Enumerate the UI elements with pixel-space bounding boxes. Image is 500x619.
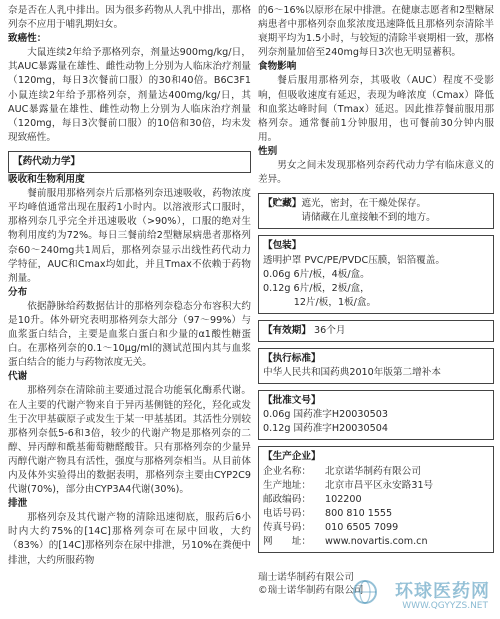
package-title: 【包装】 [263, 240, 302, 252]
manufacturer-value: 800 810 1555 [325, 507, 393, 519]
manufacturer-title: 【生产企业】 [263, 451, 321, 463]
manufacturer-key: 传真号码： [263, 521, 311, 533]
storage-title: 【贮藏】 [263, 198, 302, 210]
manufacturer-key: 网 址： [263, 536, 311, 547]
gender-text: 男女之间未发现那格列奈药代动力学有临床意义的差异。 [258, 160, 494, 186]
standard-text: 中华人民共和国药典2010年版第二增补本 [263, 367, 441, 379]
storage-text: 遮光，密封，在干燥处保存。 [301, 198, 427, 210]
distribution-text: 依据静脉给药数据估计的那格列奈稳态分布容积大约是10升。体外研究表明那格列奈大部分（97～99%）与血浆蛋白结合，主要是血浆白蛋白和少量的α1酸性糖蛋白。在那格列奈的0.1～10μg/ml的测试范围内其与血浆蛋白结合的能力与药物浓度无关。 [8, 300, 251, 369]
manufacturer-value: 102200 [325, 493, 362, 505]
manufacturer-row [263, 535, 489, 549]
watermark [346, 575, 496, 617]
manufacturer-section [258, 446, 494, 553]
approval-section [258, 390, 494, 440]
package-line: 12片/板，1板/盒。 [293, 296, 377, 308]
excretion-continued-text: 的6～16%以原形在尿中排泄。在健康志愿者和2型糖尿病患者中那格列奈血浆浓度迅速降低且那格列奈清除半衰期平均为1.5小时，与较短的清除半衰期相一致，那格列奈剂量加倍至240mg每日3次也无明显蓄积。 [258, 5, 494, 59]
manufacturer-row [263, 465, 489, 479]
carcinogenicity-heading: 致癌性： [8, 33, 47, 45]
validity-text: 36个月 [314, 324, 346, 336]
approval-line: 0.12g 国药准字H20030504 [263, 423, 388, 435]
globe-icon [352, 579, 378, 605]
absorption-text: 餐前服用那格列奈片后那格列奈迅速吸收，药物浓度平均峰值通常出现在服药1小时内。以溶液形式口服时，那格列奈几乎完全并迅速吸收（>90%），口服的绝对生物利用度约为72%。每日三餐前给2型糖尿病患者那格列奈60～240mg共1周后，那格列奈显示出线性药代动力学特征，AUC和Cmax均如此，并且Tmax不依赖于药物剂量。 [8, 188, 251, 284]
absorption-heading: 吸收和生物利用度 [8, 174, 85, 186]
pharmacokinetics-section [8, 151, 251, 173]
metabolism-heading: 代谢 [8, 371, 28, 383]
manufacturer-row [263, 479, 489, 493]
package-line: 0.06g 6片/板，4板/盒。 [263, 268, 370, 280]
metabolism-text: 那格列奈在清除前主要通过混合功能氧化酶系代谢。在人主要的代谢产物来自于异丙基侧链的羟化，羟化或发生于次甲基碳原子或发生于某一甲基基团。其活性分别较那格列奈低5-6和3倍，较少的代谢产物是那格列奈的二醇、异丙醇和酰基葡萄糖醛酸苷。只有那格列奈的少量异丙醇代谢产物具有活性，强度与那格列奈相当。从目前体内及体外实验得出的数据表明，那格列奈主要由CYP2C9代谢(70%)，部分由CYP3A4代谢(30%)。 [8, 385, 251, 496]
manufacturer-key: 邮政编码： [263, 493, 311, 505]
validity-section [258, 320, 494, 342]
manufacturer-key: 电话号码： [263, 507, 311, 519]
standard-title: 【执行标准】 [263, 352, 321, 364]
manufacturer-row [263, 507, 489, 521]
validity-title: 【有效期】 [263, 324, 311, 336]
watermark-url: WWW.QGYYZS.NET [402, 601, 488, 611]
standard-section [258, 348, 494, 384]
right-column [258, 4, 494, 553]
package-section [258, 235, 494, 313]
distribution-heading: 分布 [8, 286, 28, 298]
manufacturer-value: www.novartis.com.cn [325, 536, 428, 547]
approval-line: 0.06g 国药准字H20030503 [263, 409, 388, 421]
excretion-text: 那格列奈及其代谢产物的清除迅速彻底，服药后6小时内大约75%的[14C]那格列奈可在尿中回收，大约（83%）的[14C]那格列奈在尿中排泄，另10%在粪便中排泄，大约所服药物 [8, 512, 251, 566]
manufacturer-value: 北京诺华制药有限公司 [325, 465, 421, 477]
pharmacokinetics-title: 【药代动力学】 [13, 155, 81, 167]
food-effect-heading: 食物影响 [258, 61, 297, 73]
manufacturer-key: 企业名称： [263, 465, 311, 477]
left-column [8, 4, 251, 568]
footer-copyright: ©瑞士诺华制药有限公司 [258, 585, 364, 596]
gender-heading: 性别 [258, 145, 278, 157]
lactation-text: 奈是否在人乳中排出。因为很多药物从人乳中排出，那格列奈不应用于哺乳期妇女。 [8, 5, 251, 31]
manufacturer-value: 010 6505 7099 [325, 521, 399, 533]
package-line: 透明护罩 PVC/PE/PVDC压膜，铝箔覆盖。 [263, 254, 445, 266]
manufacturer-key: 生产地址： [263, 479, 311, 491]
watermark-text: 环球医药网 [395, 581, 490, 602]
excretion-heading: 排泄 [8, 498, 28, 510]
food-effect-text: 餐后服用那格列奈，其吸收（AUC）程度不受影响，但吸收速度有延迟，表现为峰浓度（Cmax）降低和血浆达峰时间（Tmax）延迟。因此推荐餐前服用那格列奈。通常餐前1分钟服用，也可餐前30分钟内服用。 [258, 75, 494, 143]
carcinogenicity-text: 大鼠连续2年给予那格列奈，剂量达900mg/kg/日，其AUC暴露量在雄性、雌性动物上分别为人临床治疗剂量（120mg，每日3次餐前口服）的30和40倍。B6C3F1小鼠连续2年给予那格列奈，剂量达400mg/kg/日，其AUC暴露量在雄性、雌性动物上分别为人临床治疗剂量（120mg，每日3次餐前口服）的10倍和30倍，均未发现致癌性。 [8, 47, 251, 143]
storage-section [258, 193, 494, 229]
approval-title: 【批准文号】 [263, 395, 321, 407]
footer-company: 瑞士诺华制药有限公司 [258, 572, 354, 583]
package-line: 0.12g 6片/板，2板/盒， [263, 282, 370, 294]
manufacturer-row [263, 521, 489, 535]
manufacturer-value: 北京市昌平区永安路31号 [325, 479, 434, 491]
storage-text-2: 请储藏在儿童接触不到的地方。 [301, 212, 436, 224]
manufacturer-row [263, 493, 489, 507]
